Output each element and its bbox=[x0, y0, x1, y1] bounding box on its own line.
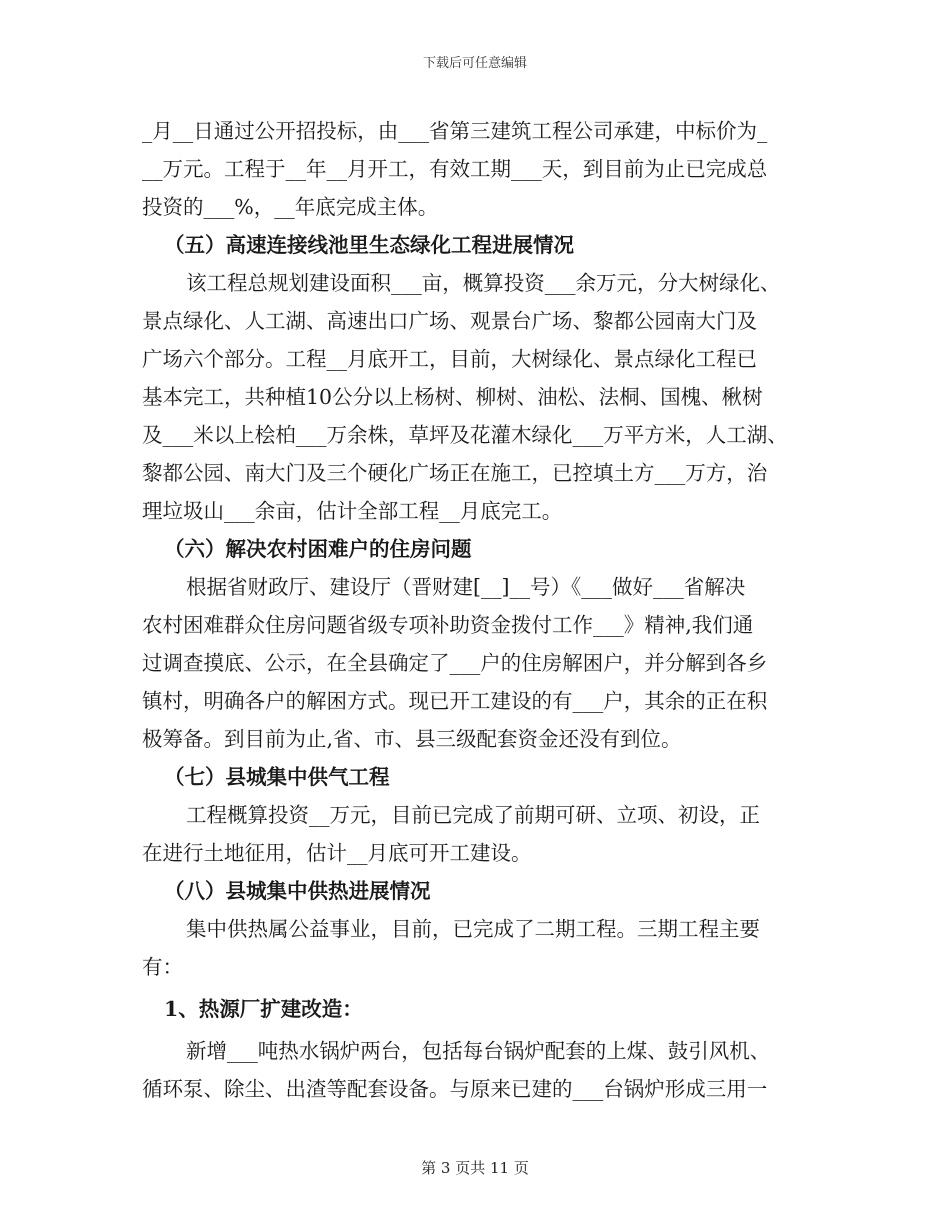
subsection-heading-1: 1、热源厂扩建改造： bbox=[164, 997, 363, 1021]
section-heading-7: （七）县城集中供气工程 bbox=[164, 765, 390, 789]
body-line: 集中供热属公益事业，目前，已完成了二期工程。三期工程主要 bbox=[186, 917, 760, 941]
section-heading-8: （八）县城集中供热进展情况 bbox=[164, 879, 431, 903]
body-line: __万元。工程于__年__月开工，有效工期___天，到目前为止已完成总 bbox=[142, 157, 768, 181]
section-heading-6: （六）解决农村困难户的住房问题 bbox=[164, 537, 472, 561]
body-line: 该工程总规划建设面积___亩，概算投资___余万元，分大树绿化、 bbox=[186, 271, 781, 295]
body-line: 根据省财政厅、建设厅（晋财建[__]__号）《___做好___省解决 bbox=[186, 575, 746, 599]
body-line: 循环泵、除尘、出渣等配套设备。与原来已建的___台锅炉形成三用一 bbox=[142, 1077, 768, 1101]
body-line: 有： bbox=[142, 955, 183, 979]
body-line: 新增___吨热水锅炉两台，包括每台锅炉配套的上煤、鼓引风机、 bbox=[186, 1039, 771, 1063]
page-footer: 第 3 页共 11 页 bbox=[421, 1159, 529, 1177]
body-line: 镇村，明确各户的解困方式。现已开工建设的有___户，其余的正在积 bbox=[142, 689, 768, 713]
body-line: 广场六个部分。工程__月底开工，目前，大树绿化、景点绿化工程已 bbox=[142, 347, 757, 371]
page-header: 下载后可任意编辑 bbox=[422, 56, 527, 71]
body-line: 工程概算投资__万元，目前已完成了前期可研、立项、初设，正 bbox=[186, 803, 760, 827]
body-line: 农村困难群众住房问题省级专项补助资金拨付工作___》精神,我们通 bbox=[142, 613, 754, 637]
body-line: 理垃圾山___余亩，估计全部工程__月底完工。 bbox=[142, 499, 563, 523]
section-heading-5: （五）高速连接线池里生态绿化工程进展情况 bbox=[164, 233, 574, 257]
body-line: _月__日通过公开招投标，由___省第三建筑工程公司承建，中标价为_ bbox=[142, 119, 768, 143]
body-line: 黎都公园、南大门及三个硬化广场正在施工，已控填土方___万方，治 bbox=[142, 461, 768, 485]
body-line: 基本完工，共种植10公分以上杨树、柳树、油松、法桐、国槐、楸树 bbox=[142, 385, 763, 409]
body-line: 过调查摸底、公示，在全县确定了___户的住房解困户，并分解到各乡 bbox=[142, 651, 768, 675]
document-body bbox=[142, 112, 822, 1108]
body-line: 在进行土地征用，估计__月底可开工建设。 bbox=[142, 841, 532, 865]
body-line: 及___米以上桧柏___万余株，草坪及花灌木绿化___万平方米，人工湖、 bbox=[142, 423, 788, 447]
body-line: 景点绿化、人工湖、高速出口广场、观景台广场、黎都公园南大门及 bbox=[142, 309, 757, 333]
body-line: 极筹备。到目前为止,省、市、县三级配套资金还没有到位。 bbox=[142, 727, 682, 751]
body-line: 投资的___%，__年底完成主体。 bbox=[142, 195, 439, 219]
